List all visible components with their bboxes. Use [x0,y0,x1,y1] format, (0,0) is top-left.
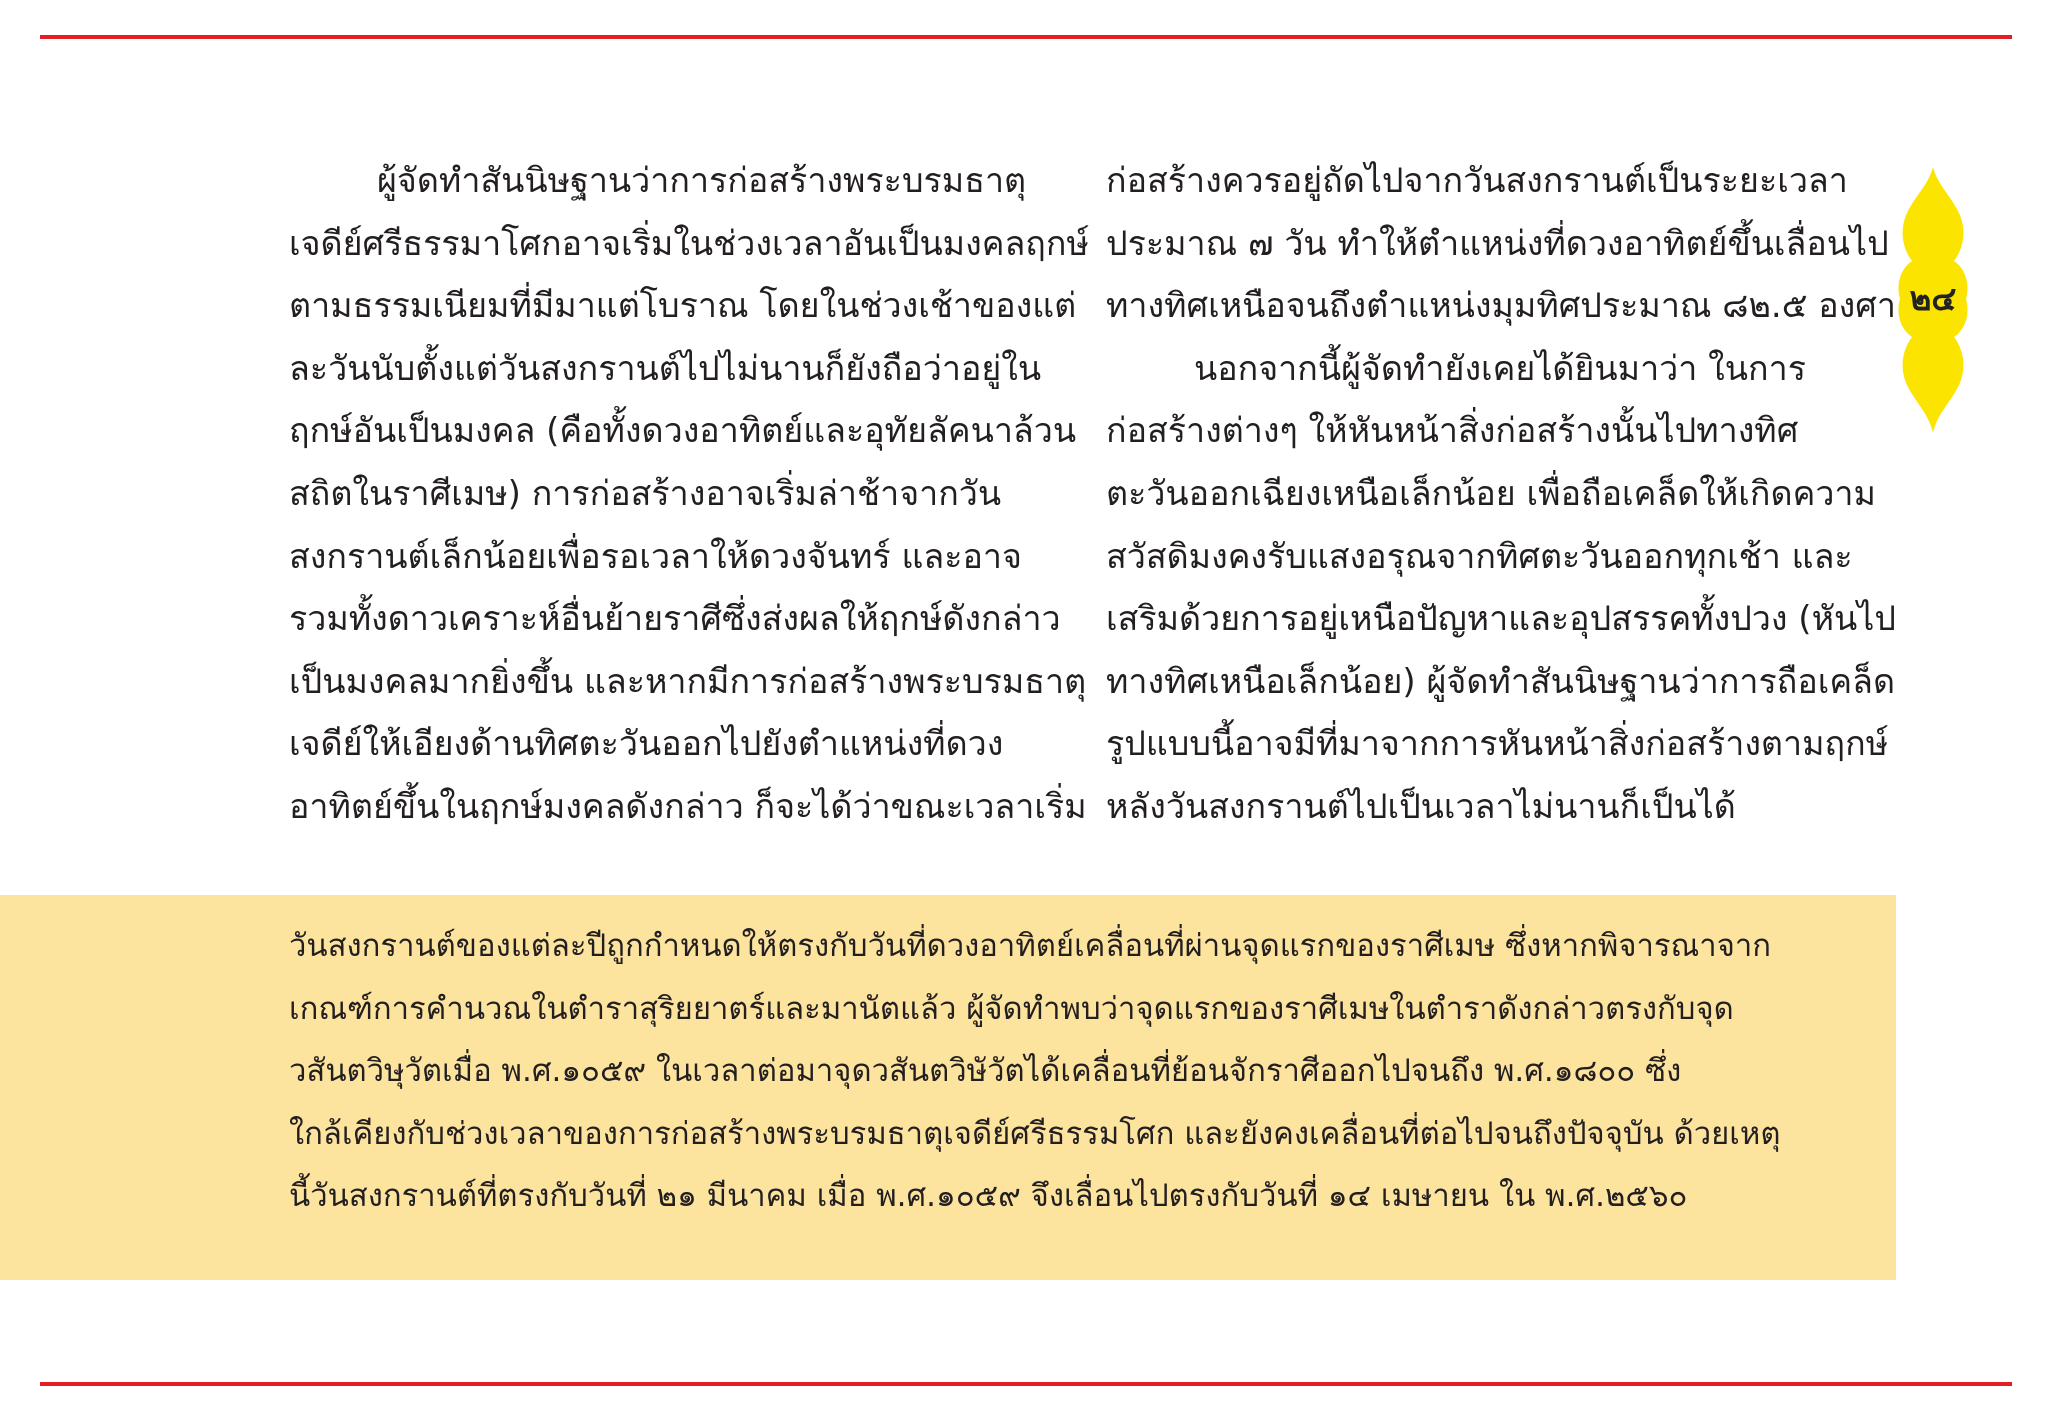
paragraph-line: รูปแบบนี้อาจมีที่มาจากการหันหน้าสิ่งก่อสร้างตามฤกษ์ [1106,724,1889,765]
paragraph-line: ทางทิศเหนือจนถึงตำแหน่งมุมทิศประมาณ ๘๒.๕ องศา [1106,286,1896,327]
paragraph-line: เสริมด้วยการอยู่เหนือปัญหาและอุปสรรคทั้งปวง (หันไป [1106,599,1896,640]
top-rule [40,35,2012,39]
footnote-line: เกณฑ์การคำนวณในตำราสุริยยาตร์และมานัตแล้ว ผู้จัดทำพบว่าจุดแรกของราศีเมษในตำราดังกล่าวตรงกับจุด [289,990,1734,1027]
paragraph-line: ตามธรรมเนียมที่มีมาแต่โบราณ โดยในช่วงเช้าของแต่ [289,286,1077,327]
paragraph-line: ประมาณ ๗ วัน ทำให้ตำแหน่งที่ดวงอาทิตย์ขึ้นเลื่อนไป [1106,223,1889,264]
footnote-line: นี้วันสงกรานต์ที่ตรงกับวันที่ ๒๑ มีนาคม เมื่อ พ.ศ.๑๐๕๙ จึงเลื่อนไปตรงกับวันที่ ๑๔ เมษายน ใน พ.ศ.๒๕๖๐ [289,1178,1688,1215]
footnote-line: ใกล้เคียงกับช่วงเวลาของการก่อสร้างพระบรมธาตุเจดีย์ศรีธรรมโศก และยังคงเคลื่อนที่ต่อไปจนถึงปัจจุบัน ด้วยเหตุ [289,1115,1781,1152]
paragraph-line: เจดีย์ศรีธรรมาโศกอาจเริ่มในช่วงเวลาอันเป็นมงคลฤกษ์ [289,223,1089,264]
paragraph-line: ผู้จัดทำสันนิษฐานว่าการก่อสร้างพระบรมธาตุ [377,161,1027,201]
footnote-text [289,915,1869,1228]
paragraph-line: สถิตในราศีเมษ) การก่อสร้างอาจเริ่มล่าช้าจากวัน [289,473,1002,514]
footnote-line: วสันตวิษุวัตเมื่อ พ.ศ.๑๐๕๙ ในเวลาต่อมาจุดวสันตวิษัวัตได้เคลื่อนที่ย้อนจักราศีออกไปจนถึง พ.ศ.๑๘๐๐ ซึ่ง [289,1053,1682,1090]
right-column [1106,150,1896,839]
paragraph-line: รวมทั้งดาวเคราะห์อื่นย้ายราศีซึ่งส่งผลให้ฤกษ์ดังกล่าว [289,599,1061,640]
paragraph-line: ทางทิศเหนือเล็กน้อย) ผู้จัดทำสันนิษฐานว่าการถือเคล็ด [1106,661,1896,702]
page-number: ๒๔ [1909,279,1957,318]
paragraph-line: เจดีย์ให้เอียงด้านทิศตะวันออกไปยังตำแหน่งที่ดวง [289,724,1004,765]
paragraph-line: นอกจากนี้ผู้จัดทำยังเคยได้ยินมาว่า ในการ [1194,348,1806,389]
bottom-rule [40,1382,2012,1386]
paragraph-line: ก่อสร้างต่างๆ ให้หันหน้าสิ่งก่อสร้างนั้นไปทางทิศ [1106,411,1799,452]
paragraph-line: เป็นมงคลมากยิ่งขึ้น และหากมีการก่อสร้างพระบรมธาตุ [289,661,1087,702]
paragraph-line: สงกรานต์เล็กน้อยเพื่อรอเวลาให้ดวงจันทร์ และอาจ [289,536,1022,577]
footnote-box [0,895,1896,1280]
paragraph-line: ก่อสร้างควรอยู่ถัดไปจากวันสงกรานต์เป็นระยะเวลา [1106,161,1848,201]
footnote-line: วันสงกรานต์ของแต่ละปีถูกกำหนดให้ตรงกับวันที่ดวงอาทิตย์เคลื่อนที่ผ่านจุดแรกของราศีเมษ ซึ่งหากพิจารณาจาก [289,928,1772,964]
paragraph-line: อาทิตย์ขึ้นในฤกษ์มงคลดังกล่าว ก็จะได้ว่าขณะเวลาเริ่ม [289,786,1087,827]
paragraph-line: ละวันนับตั้งแต่วันสงกรานต์ไปไม่นานก็ยังถือว่าอยู่ใน [289,348,1042,389]
paragraph-line: ตะวันออกเฉียงเหนือเล็กน้อย เพื่อถือเคล็ดให้เกิดความ [1106,473,1876,514]
paragraph-line: หลังวันสงกรานต์ไปเป็นเวลาไม่นานก็เป็นได้ [1106,786,1736,827]
left-column [289,150,1089,839]
paragraph-line: สวัสดิมงคงรับแสงอรุณจากทิศตะวันออกทุกเช้า และ [1106,536,1853,577]
paragraph-line: ฤกษ์อันเป็นมงคล (คือทั้งดวงอาทิตย์และอุทัยลัคนาล้วน [289,411,1077,452]
page-number-badge [1896,165,1970,435]
